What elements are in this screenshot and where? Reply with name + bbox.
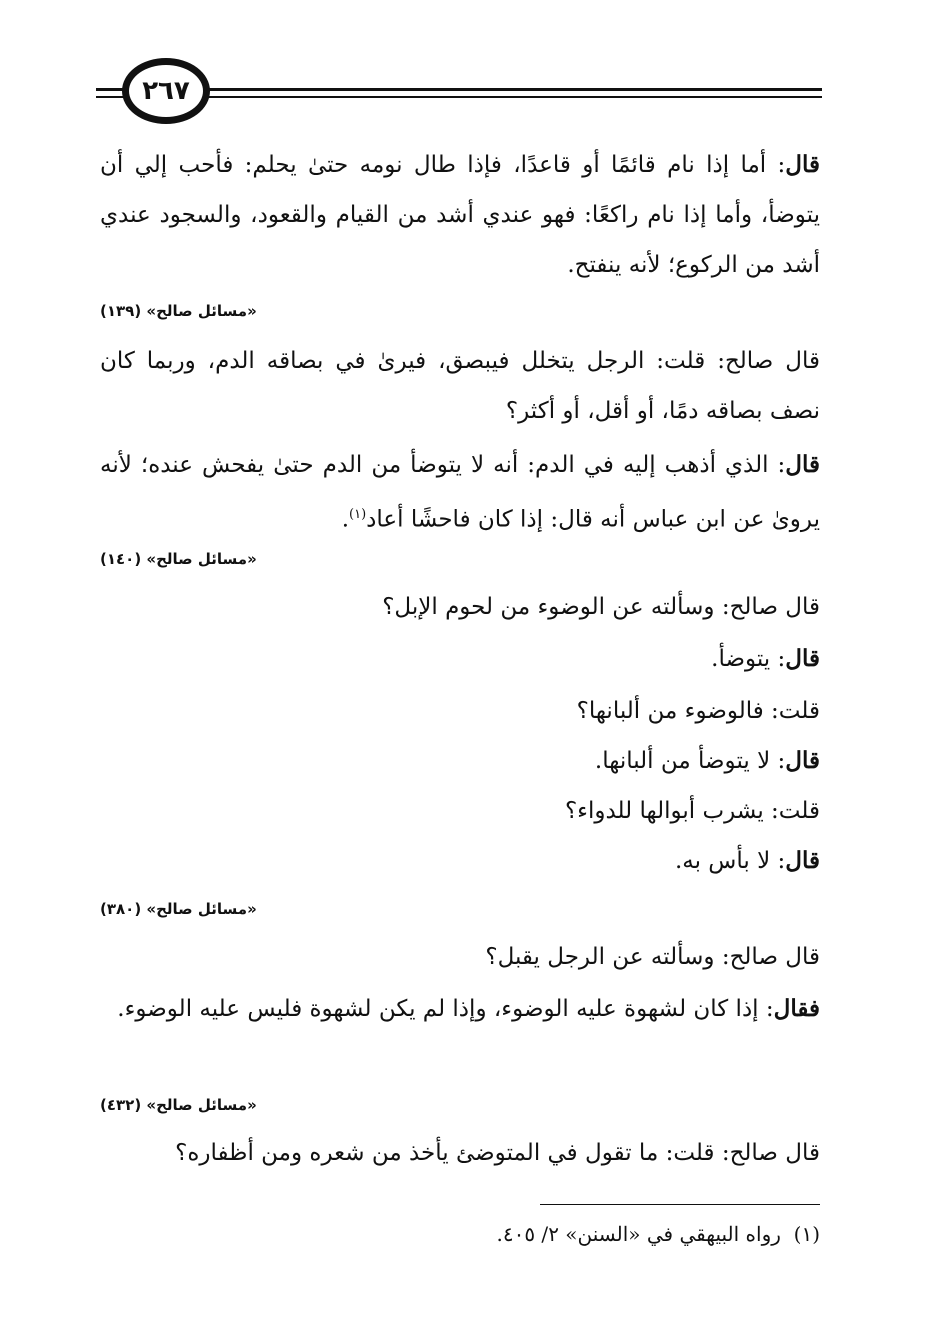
paragraph-tail: .: [341, 506, 349, 533]
paragraph: [100, 1128, 820, 1178]
speaker-label: قال: [785, 747, 820, 774]
paragraph: [100, 336, 820, 436]
footnote-rule: [540, 1204, 820, 1205]
source-citation: «مسائل صالح» (١٤٠): [100, 550, 257, 568]
speaker-label: فقال: [773, 995, 820, 1022]
paragraph-text: : لا يتوضأ من ألبانها.: [594, 748, 786, 774]
speaker-label: قال: [785, 451, 820, 478]
header-rule-right-2: [200, 96, 822, 98]
footnote-number: (١): [793, 1222, 820, 1246]
paragraph-text: قال صالح: وسألته عن الوضوء من لحوم الإبل؟: [382, 594, 820, 620]
paragraph: [100, 984, 820, 1034]
page-number-badge: [122, 58, 210, 124]
paragraph: [100, 836, 820, 886]
paragraph-text: : إذا كان لشهوة عليه الوضوء، وإذا لم يكن لشهوة فليس عليه الوضوء.: [117, 996, 774, 1022]
speaker-label: قال: [785, 847, 820, 874]
paragraph: [100, 582, 820, 632]
paragraph-text: قال صالح: وسألته عن الرجل يقبل؟: [485, 944, 820, 970]
footnote-text: رواه البيهقي في «السنن» ٢/ ٤٠٥.: [496, 1222, 781, 1246]
speaker-label: قال: [785, 645, 820, 672]
footnote: [100, 1222, 820, 1246]
paragraph: [100, 932, 820, 982]
paragraph: [100, 140, 820, 290]
paragraph-text: : الذي أذهب إليه في الدم: أنه لا يتوضأ من الدم حتىٰ يفحش عنده؛ لأنه يروىٰ عن ابن عباس أنه قال: إذا كان فاحشًا أعاد: [100, 452, 820, 533]
paragraph: [100, 736, 820, 786]
paragraph-text: : لا بأس به.: [674, 848, 786, 874]
paragraph-text: قلت: يشرب أبوالها للدواء؟: [564, 798, 820, 824]
source-citation: «مسائل صالح» (٤٣٢): [100, 1096, 257, 1114]
paragraph: [100, 686, 820, 736]
paragraph-text: قلت: فالوضوء من ألبانها؟: [576, 698, 820, 724]
header-rule-right: [200, 88, 822, 91]
source-citation: «مسائل صالح» (١٣٩): [100, 302, 257, 320]
paragraph-text: : يتوضأ.: [711, 646, 786, 672]
paragraph: [100, 634, 820, 684]
speaker-label: قال: [785, 151, 820, 178]
paragraph: [100, 440, 820, 545]
paragraph-text: قال صالح: قلت: الرجل يتخلل فيبصق، فيرىٰ في بصاقه الدم، وربما كان نصف بصاقه دمًا، أو أقل، أو أكثر؟: [100, 348, 820, 424]
source-citation: «مسائل صالح» (٣٨٠): [100, 900, 257, 918]
paragraph: [100, 786, 820, 836]
page-number: ٢٦٧: [142, 76, 190, 106]
paragraph-text: قال صالح: قلت: ما تقول في المتوضئ يأخذ من شعره ومن أظفاره؟: [175, 1140, 820, 1166]
paragraph-text: : أما إذا نام قائمًا أو قاعدًا، فإذا طال نومه حتىٰ يحلم: فأحب إلي أن يتوضأ، وأما إذا نام راكعًا: فهو عندي أشد من القيام والقعود، والسجود عندي أشد من الركوع؛ لأنه ينفتح.: [100, 152, 820, 278]
footnote-ref[interactable]: (١): [349, 507, 367, 522]
